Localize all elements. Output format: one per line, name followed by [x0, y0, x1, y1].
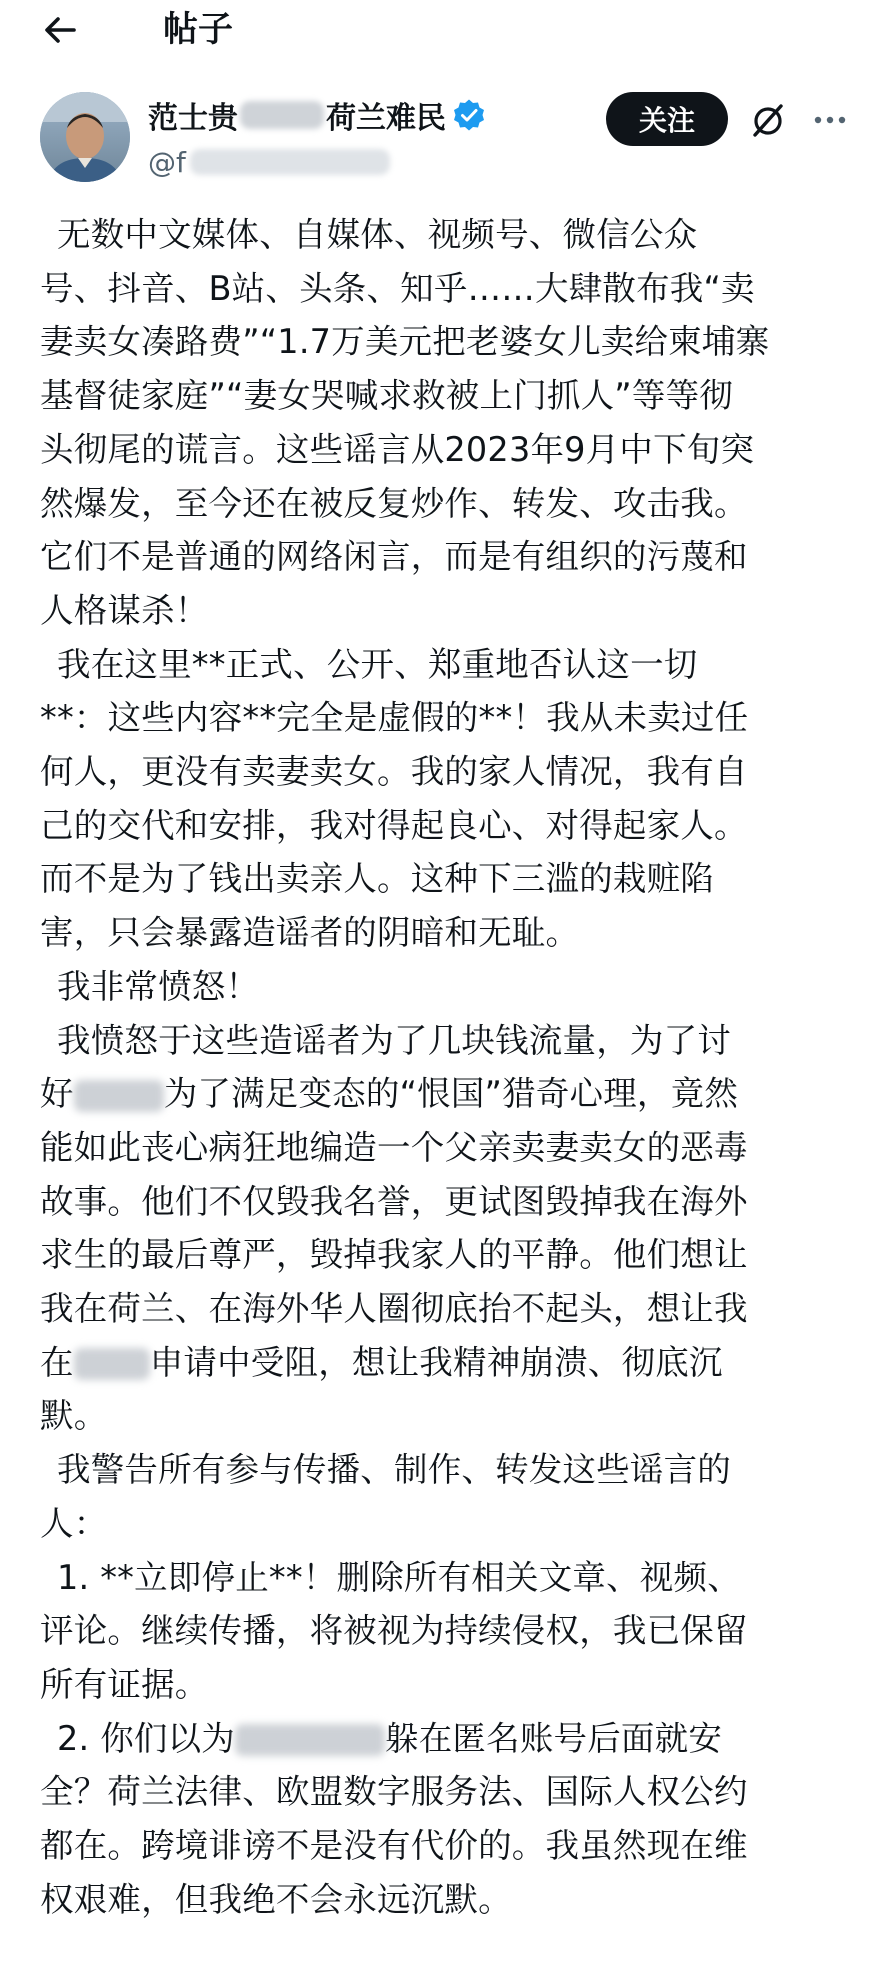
- post-text: 评论。继续传播，将被视为持续侵权，我已保留: [40, 1611, 748, 1651]
- post-text: 在: [40, 1342, 74, 1382]
- post-line: [40, 1819, 876, 1873]
- post-text: 我在荷兰、在海外华人圈彻底抬不起头，想让我: [40, 1289, 748, 1329]
- post-text: 所有证据。: [40, 1664, 209, 1704]
- post-line: [40, 745, 876, 799]
- author-handle: @f: [148, 145, 186, 179]
- author-name-row[interactable]: [148, 92, 486, 138]
- post-text: 2. 你们以为: [57, 1718, 236, 1758]
- post-text: 好: [40, 1074, 74, 1114]
- author-name-part1[interactable]: 范士贵: [148, 101, 238, 136]
- post-text: 权艰难，但我绝不会永远沉默。: [40, 1879, 512, 1919]
- post-line: [40, 1389, 876, 1443]
- post-text: 基督徒家庭”“妻女哭喊求救被上门抓人”等等彻: [40, 376, 733, 416]
- verified-badge-icon: [452, 98, 486, 132]
- post-body: [40, 208, 876, 1927]
- post-line: [40, 208, 876, 262]
- redacted-handle-blur: [190, 149, 390, 175]
- post-text: 然爆发，至今还在被反复炒作、转发、攻击我。: [40, 483, 748, 523]
- post-line: [40, 1765, 876, 1819]
- post-text: 人格谋杀！: [40, 590, 209, 630]
- post-text: 申请中受阻，想让我精神崩溃、彻底沉: [149, 1342, 723, 1382]
- redacted-name-blur: [240, 101, 324, 129]
- post-text: 全？荷兰法律、欧盟数字服务法、国际人权公约: [40, 1772, 748, 1812]
- post-line: [40, 1014, 876, 1068]
- author-name-part2[interactable]: 荷兰难民: [326, 101, 446, 136]
- grok-icon[interactable]: [748, 100, 788, 140]
- follow-button[interactable]: 关注: [606, 92, 728, 146]
- post-text: 妻卖女凑路费”“1.7万美元把老婆女儿卖给柬埔寨: [40, 322, 770, 362]
- post-line: [40, 423, 876, 477]
- post-line: [40, 1443, 876, 1497]
- back-arrow-icon[interactable]: [38, 8, 82, 52]
- avatar[interactable]: [40, 92, 130, 182]
- post-line: [40, 638, 876, 692]
- post-text: 求生的最后尊严，毁掉我家人的平静。他们想让: [40, 1235, 748, 1275]
- post-text: 害，只会暴露造谣者的阴暗和无耻。: [40, 913, 580, 953]
- redacted-text-blur: [74, 1348, 150, 1380]
- post-text: 我非常愤怒！: [57, 966, 260, 1006]
- post-text: 我警告所有参与传播、制作、转发这些谣言的: [57, 1450, 731, 1490]
- post-line: [40, 1551, 876, 1605]
- redacted-text-blur: [235, 1724, 385, 1756]
- top-bar: [0, 0, 892, 60]
- post-text: 而不是为了钱出卖亲人。这种下三滥的栽赃陷: [40, 859, 714, 899]
- post-line: [40, 530, 876, 584]
- post-line: [40, 691, 876, 745]
- post-line: [40, 369, 876, 423]
- post-text: 故事。他们不仅毁我名誉，更试图毁掉我在海外: [40, 1181, 748, 1221]
- post-text: 人：: [40, 1503, 108, 1543]
- post-line: [40, 1658, 876, 1712]
- post-line: [40, 1497, 876, 1551]
- post-line: [40, 477, 876, 531]
- post-text: 我在这里**正式、公开、郑重地否认这一切: [57, 644, 698, 684]
- post-text: 头彻尾的谎言。这些谣言从2023年9月中下旬突: [40, 429, 755, 469]
- more-options-icon[interactable]: [810, 100, 850, 140]
- post-text: 己的交代和安排，我对得起良心、对得起家人。: [40, 805, 748, 845]
- post-line: [40, 1228, 876, 1282]
- post-text: 无数中文媒体、自媒体、视频号、微信公众: [57, 215, 698, 254]
- post-text: **：这些内容**完全是虚假的**！我从未卖过任: [40, 698, 749, 738]
- post-line: [40, 262, 876, 316]
- post-text: 默。: [40, 1396, 108, 1436]
- post-text: 躲在匿名账号后面就安: [385, 1718, 723, 1758]
- post-text: 我愤怒于这些造谣者为了几块钱流量，为了讨: [57, 1020, 731, 1060]
- post-line: [40, 584, 876, 638]
- post-text: 它们不是普通的网络闲言，而是有组织的污蔑和: [40, 537, 748, 577]
- post-line: [40, 1175, 876, 1229]
- post-text: 为了满足变态的“恨国”猎奇心理，竟然: [163, 1074, 739, 1114]
- post-text: 何人，更没有卖妻卖女。我的家人情况，我有自: [40, 752, 748, 792]
- post-line: [40, 1604, 876, 1658]
- post-line: [40, 852, 876, 906]
- post-text: 都在。跨境诽谤不是没有代价的。我虽然现在维: [40, 1826, 748, 1866]
- post-text: 能如此丧心病狂地编造一个父亲卖妻卖女的恶毒: [40, 1127, 748, 1167]
- post-line: [40, 315, 876, 369]
- author-handle-row: [148, 142, 390, 182]
- page-title: 帖子: [163, 10, 234, 50]
- post-line: [40, 906, 876, 960]
- post-line: [40, 1121, 876, 1175]
- post-line: [40, 1067, 876, 1121]
- redacted-text-blur: [74, 1080, 164, 1112]
- post-text: 1. **立即停止**！删除所有相关文章、视频、: [57, 1557, 741, 1597]
- post-line: [40, 1712, 876, 1766]
- post-line: [40, 1873, 876, 1927]
- post-line: [40, 1282, 876, 1336]
- post-line: [40, 1336, 876, 1390]
- post-line: [40, 960, 876, 1014]
- post-text: 号、抖音、B站、头条、知乎……大肆散布我“卖: [40, 268, 755, 308]
- post-line: [40, 799, 876, 853]
